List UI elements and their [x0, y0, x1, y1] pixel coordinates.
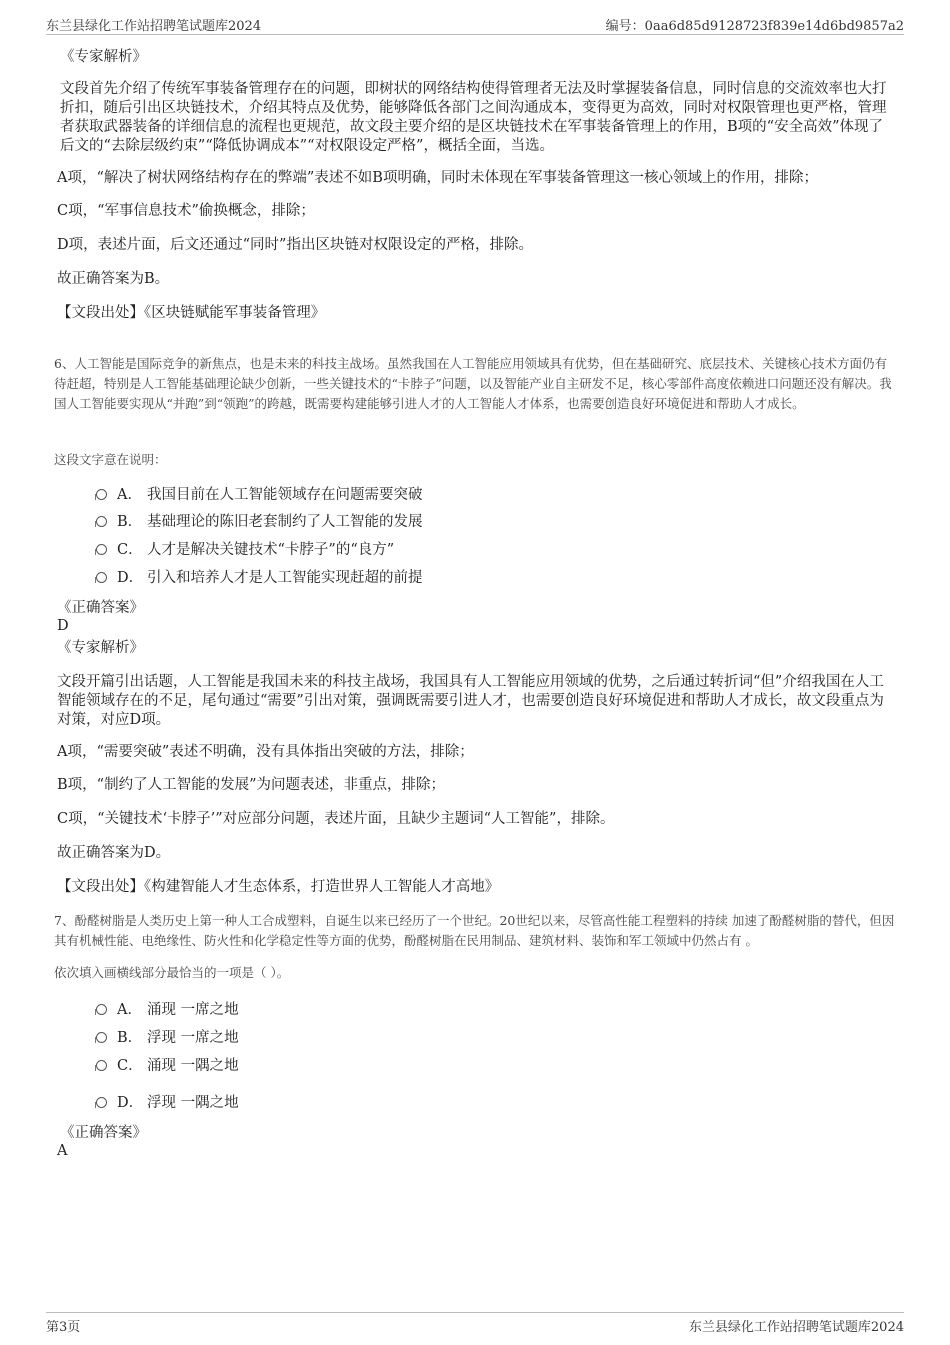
q6-option-a[interactable]: A． 我国目前在人工智能领域存在问题需要突破 — [96, 486, 423, 505]
q6-source-line: 【文段出处】《构建智能人才生态体系，打造世界人工智能人才高地》 — [57, 879, 500, 895]
analysis-option-d: D项，表述片面，后文还通过“同时”指出区块链对权限设定的严格，排除。 — [57, 237, 533, 253]
q7-option-b[interactable]: B． 浮现 一席之地 — [96, 1029, 239, 1048]
radio-icon[interactable] — [96, 516, 107, 527]
radio-icon[interactable] — [96, 544, 107, 555]
question-6-prompt: 这段文字意在说明： — [54, 452, 167, 467]
radio-icon[interactable] — [96, 1004, 107, 1015]
q6-option-b[interactable]: B． 基础理论的陈旧老套制约了人工智能的发展 — [96, 513, 423, 532]
question-6-text: 6、人工智能是国际竞争的新焦点，也是未来的科技主战场。虽然我国在人工智能应用领域具有优势，但在基础研究、底层技术、关键核心技术方面仍有待赶超，特别是人工智能基础理论缺少创新，一些关键技术的“卡脖子”问题，以及智能产业自主研发不足，核心零部件高度依赖进口问题还没有解决。我国人工智能要实现从“并跑”到“领跑”的跨越，既需要构建能够引进人才的人工智能人才体系，也需要创造良好环境促进和帮助人才成长。 — [54, 356, 892, 411]
q6-analysis-title: 《专家解析》 — [57, 640, 144, 656]
radio-icon[interactable] — [96, 1060, 107, 1071]
footer-title: 东兰县绿化工作站招聘笔试题库2024 — [688, 1320, 904, 1335]
answer-conclusion: 故正确答案为B。 — [57, 271, 170, 287]
radio-icon[interactable] — [96, 572, 107, 583]
source-line: 【文段出处】《区块链赋能军事装备管理》 — [57, 305, 326, 321]
header-title: 东兰县绿化工作站招聘笔试题库2024 — [46, 19, 262, 34]
radio-icon[interactable] — [96, 1097, 107, 1108]
q6-option-d[interactable]: D． 引入和培养人才是人工智能实现赶超的前提 — [96, 569, 423, 588]
analysis-paragraph: 文段首先介绍了传统军事装备管理存在的问题，即树状的网络结构使得管理者无法及时掌握装备信息，同时信息的交流效率也大打折扣，随后引出区块链技术，介绍其特点及优势，能够降低各部门之间沟通成本，变得更为高效，同时对权限管理也更严格，管理者获取武器装备的详细信息的流程也更规范，故文段主要介绍的是区块链技术在军事装备管理上的作用，B项的“安全高效”体现了后文的“去除层级约束”“降低协调成本”“对权限设定严格”，概括全面，当选。 — [60, 81, 887, 154]
question-7-prompt: 依次填入画横线部分最恰当的一项是（ ）。 — [54, 965, 290, 980]
q7-option-d[interactable]: D． 浮现 一隅之地 — [96, 1094, 239, 1113]
q6-analysis-option-b: B项，“制约了人工智能的发展”为问题表述，非重点，排除； — [57, 777, 445, 793]
radio-icon[interactable] — [96, 1032, 107, 1043]
q6-option-c[interactable]: C． 人才是解决关键技术“卡脖子”的“良方” — [96, 541, 394, 560]
q6-analysis-option-a: A项，“需要突破”表述不明确，没有具体指出突破的方法，排除； — [57, 744, 474, 760]
radio-icon[interactable] — [96, 489, 107, 500]
q7-answer-title: 《正确答案》 — [60, 1125, 147, 1141]
analysis-title: 《专家解析》 — [60, 49, 147, 65]
analysis-option-c: C项，“军事信息技术”偷换概念，排除； — [57, 203, 315, 219]
header-serial: 编号：0aa6d85d9128723f839e14d6bd9857a2 — [605, 19, 904, 34]
question-7-text: 7、酚醛树脂是人类历史上第一种人工合成塑料，自诞生以来已经历了一个世纪。20世纪以来，尽管高性能工程塑料的持续 加速了酚醛树脂的替代，但因其有机械性能、电绝缘性、防火性和化学稳定性等方面的优势，酚醛树脂在民用制品、建筑材料、装饰和军工领域中仍然占有 。 — [54, 913, 895, 948]
q7-option-c[interactable]: C． 涌现 一隅之地 — [96, 1057, 239, 1076]
q7-option-a[interactable]: A． 涌现 一席之地 — [96, 1001, 239, 1020]
analysis-option-a: A项，“解决了树状网络结构存在的弊端”表述不如B项明确，同时未体现在军事装备管理这一核心领域上的作用，排除； — [57, 170, 818, 186]
q6-answer-title: 《正确答案》 — [57, 600, 144, 616]
q7-answer: A — [57, 1143, 68, 1159]
page-header — [46, 12, 904, 35]
q6-analysis-option-c: C项，“关键技术‘卡脖子’”对应部分问题，表述片面，且缺少主题词“人工智能”，排除。 — [57, 811, 615, 827]
page-footer — [46, 1312, 904, 1337]
page-number: 第3页 — [46, 1320, 81, 1335]
q6-answer: D — [57, 618, 69, 634]
q6-answer-conclusion: 故正确答案为D。 — [57, 845, 171, 861]
q6-analysis-paragraph: 文段开篇引出话题，人工智能是我国未来的科技主战场，我国具有人工智能应用领域的优势，之后通过转折词“但”介绍我国在人工智能领域存在的不足，尾句通过“需要”引出对策，强调既需要引进人才，也需要创造良好环境促进和帮助人才成长，故文段重点为对策，对应D项。 — [57, 674, 884, 728]
